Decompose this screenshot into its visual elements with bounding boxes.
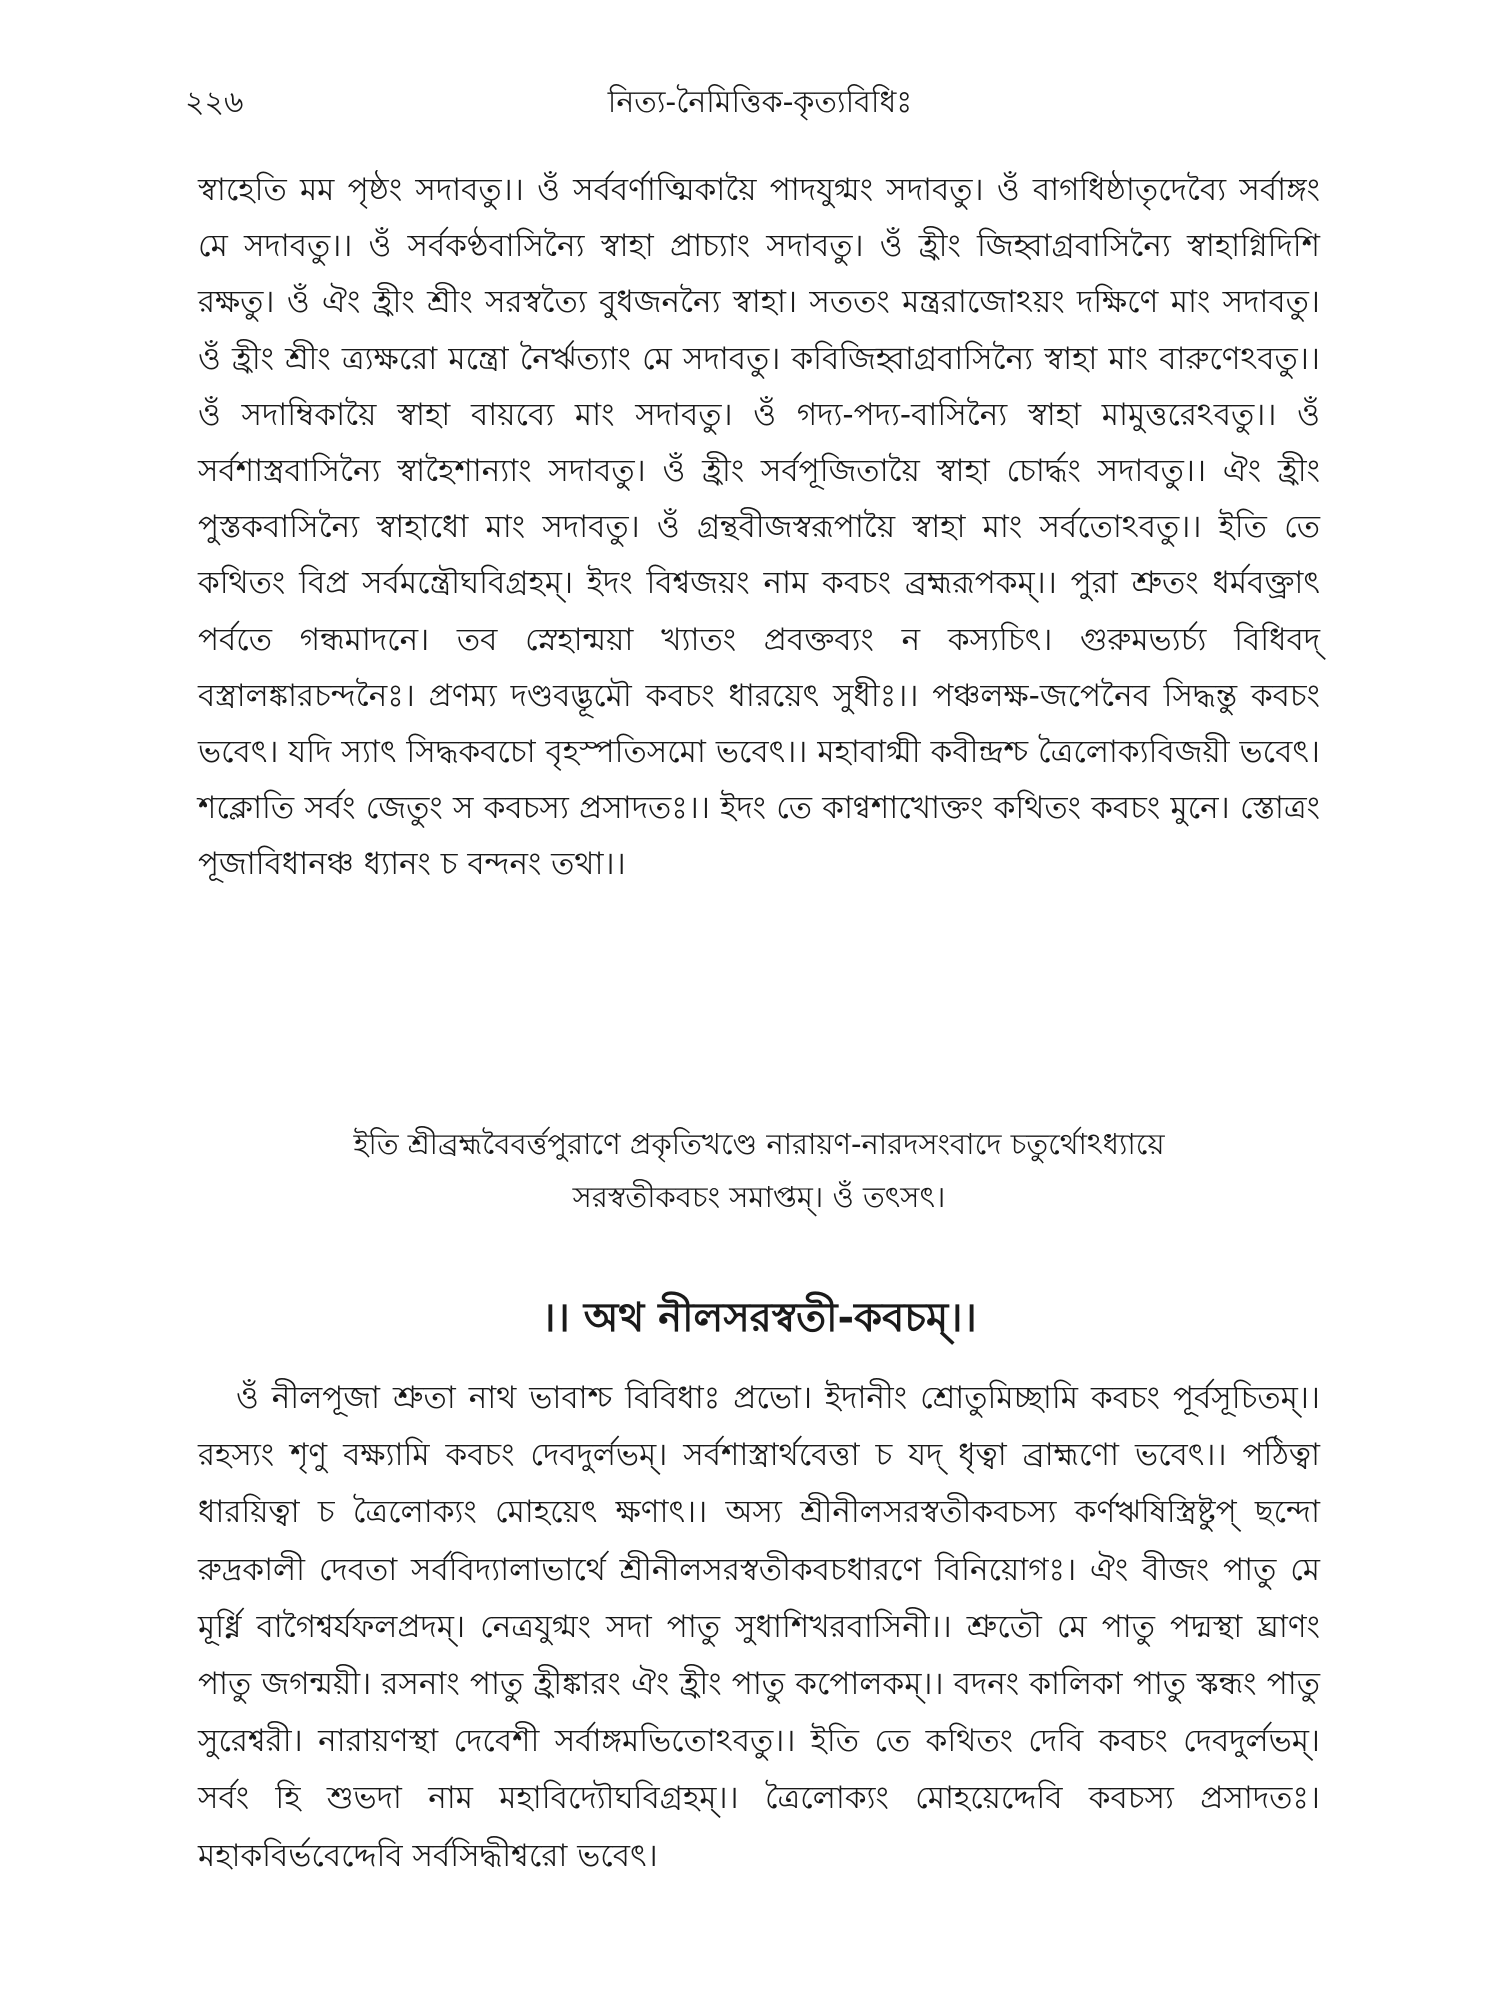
section-heading: ।। অথ নীলসরস্বতী-কবচম্।। bbox=[541, 1295, 977, 1341]
running-title: নিত্য-নৈমিত্তিক-কৃত্যবিধিঃ bbox=[607, 85, 913, 120]
nila-sarasvati-kavacha-paragraph: ওঁ নীলপূজা শ্রুতা নাথ ভাবাশ্চ বিবিধাঃ প্রভো। ইদানীং শ্রোতুমিচ্ছামি কবচং পূর্বসূচিতম্।। রহস্যং শৃণু বক্ষ্যামি কবচং দেবদুর্লভম্। সর্বশাস্ত্রার্থবেত্তা চ যদ্ ধৃত্বা ব্রাহ্মণো ভবেৎ।। পঠিত্বা ধারয়িত্বা চ ত্রৈলোক্যং মোহয়েৎ ক্ষণাৎ।। অস্য শ্রীনীলসরস্বতীকবচস্য কর্ণঋষিস্ত্রিষ্টুপ্ ছন্দো রুদ্রকালী দেবতা সর্ববিদ্যালাভার্থে শ্রীনীলসরস্বতীকবচধারণে বিনিয়োগঃ। ঐং বীজং পাতু মে মূর্ধ্নি বাগৈশ্বর্যফলপ্রদম্। নেত্রযুগ্মং সদা পাতু সুধাশিখরবাসিনী।। শ্রুতৌ মে পাতু পদ্মস্থা ঘ্রাণং পাতু জগন্ময়ী। রসনাং পাতু হ্রীঙ্কারং ঐং হ্রীং পাতু কপোলকম্।। বদনং কালিকা পাতু স্কন্ধং পাতু সুরেশ্বরী। নারায়ণস্থা দেবেশী সর্বাঙ্গমভিতোঽবতু।। ইতি তে কথিতং দেবি কবচং দেবদুর্লভম্। সর্বং হি শুভদা নাম মহাবিদ্যৌঘবিগ্রহম্।। ত্রৈলোক্যং মোহয়েদ্দেবি কবচস্য প্রসাদতঃ। মহাকবির্ভবেদ্দেবি সর্বসিদ্ধীশ্বরো ভবেৎ। bbox=[198, 1380, 1320, 1874]
colophon-line-1: ইতি শ্রীব্রহ্মবৈবর্ত্তপুরাণে প্রকৃতিখণ্ডে নারায়ণ-নারদসংবাদে চতুর্থোঽধ্যায়ে bbox=[353, 1127, 1165, 1161]
sarasvati-kavacha-paragraph: স্বাহেতি মম পৃষ্ঠং সদাবতু।। ওঁ সর্ববর্ণাত্মিকায়ৈ পাদযুগ্মং সদাবতু। ওঁ বাগধিষ্ঠাতৃদেব্যৈ সর্বাঙ্গং মে সদাবতু।। ওঁ সর্বকণ্ঠবাসিন্যৈ স্বাহা প্রাচ্যাং সদাবতু। ওঁ হ্রীং জিহ্বাগ্রবাসিন্যৈ স্বাহাগ্নিদিশি রক্ষতু। ওঁ ঐং হ্রীং শ্রীং সরস্বত্যৈ বুধজনন্যৈ স্বাহা। সততং মন্ত্ররাজোঽয়ং দক্ষিণে মাং সদাবতু। ওঁ হ্রীং শ্রীং ত্র্যক্ষরো মন্ত্রো নৈর্ঋত্যাং মে সদাবতু। কবিজিহ্বাগ্রবাসিন্যৈ স্বাহা মাং বারুণেঽবতু।। ওঁ সদাম্বিকায়ৈ স্বাহা বায়ব্যে মাং সদাবতু। ওঁ গদ্য-পদ্য-বাসিন্যৈ স্বাহা মামুত্তরেঽবতু।। ওঁ সর্বশাস্ত্রবাসিন্যৈ স্বাহৈশান্যাং সদাবতু। ওঁ হ্রীং সর্বপূজিতায়ৈ স্বাহা চোর্দ্ধং সদাবতু।। ঐং হ্রীং পুস্তকবাসিন্যৈ স্বাহাধো মাং সদাবতু। ওঁ গ্রন্থবীজস্বরূপায়ৈ স্বাহা মাং সর্বতোঽবতু।। ইতি তে কথিতং বিপ্র সর্বমন্ত্রৌঘবিগ্রহম্। ইদং বিশ্বজয়ং নাম কবচং ব্রহ্মরূপকম্।। পুরা শ্রুতং ধর্মবক্ত্রাৎ পর্বতে গন্ধমাদনে। তব স্নেহান্ময়া খ্যাতং প্রবক্তব্যং ন কস্যচিৎ। গুরুমভ্যর্চ্য বিধিবদ্ বস্ত্রালঙ্কারচন্দনৈঃ। প্রণম্য দণ্ডবদ্ভূমৌ কবচং ধারয়েৎ সুধীঃ।। পঞ্চলক্ষ-জপেনৈব সিদ্ধন্তু কবচং ভবেৎ। যদি স্যাৎ সিদ্ধকবচো বৃহস্পতিসমো ভবেৎ।। মহাবাগ্মী কবীন্দ্রশ্চ ত্রৈলোক্যবিজয়ী ভবেৎ। শক্লোতি সর্বং জেতুং স কবচস্য প্রসাদতঃ।। ইদং তে কাণ্বশাখোক্তং কথিতং কবচং মুনে। স্তোত্রং পূজাবিধানঞ্চ ধ্যানং চ বন্দনং তথা।। bbox=[198, 172, 1320, 883]
colophon-line-2: সরস্বতীকবচং সমাপ্তম্। ওঁ তৎসৎ। bbox=[572, 1180, 946, 1214]
chapter-colophon bbox=[198, 1118, 1320, 1224]
page-number: ২২৬ bbox=[185, 85, 244, 120]
running-head bbox=[185, 78, 1335, 128]
